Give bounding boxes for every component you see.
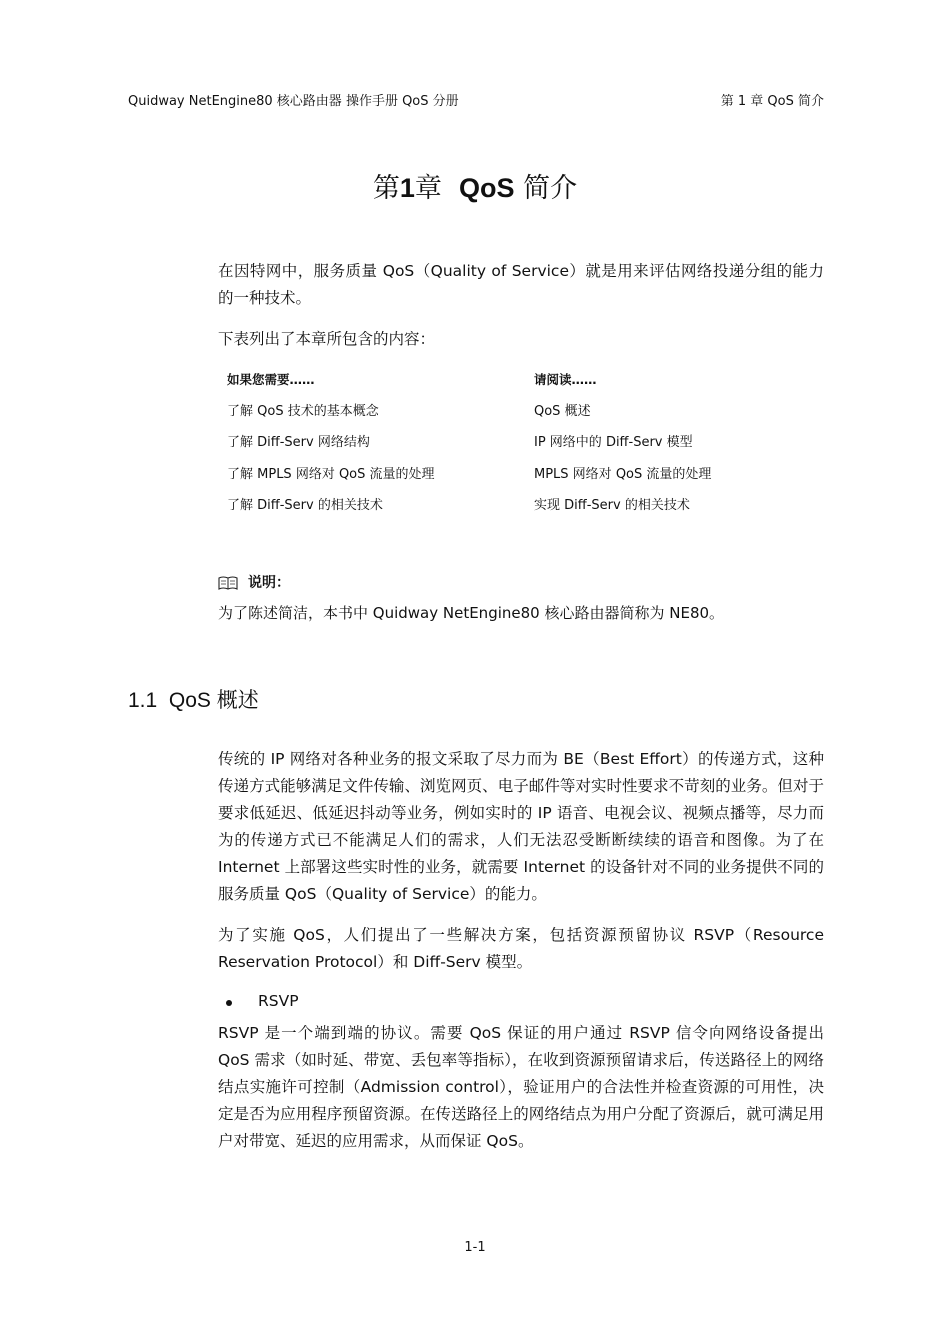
table-cell-read: QoS 概述	[534, 403, 591, 419]
section-heading	[128, 684, 259, 718]
page-number: 1-1	[464, 1240, 486, 1255]
note-heading	[218, 572, 290, 594]
chapter-prefix: 第	[372, 173, 400, 204]
chapter-number: 1	[399, 173, 415, 203]
section-number: 1.1	[128, 689, 158, 712]
table-header-row	[218, 364, 824, 396]
chapter-title-cn: 简介	[523, 173, 578, 204]
table-cell-need: 了解 Diff-Serv 的相关技术	[227, 498, 383, 513]
intro-paragraph-2: 下表列出了本章所包含的内容：	[218, 330, 436, 348]
table-row	[218, 427, 824, 459]
table-cell-read: 实现 Diff-Serv 的相关技术	[534, 498, 690, 513]
book-icon	[218, 576, 238, 591]
contents-table	[218, 364, 824, 522]
chapter-title-qos: QoS	[459, 173, 515, 203]
section-paragraph-1: 传统的 IP 网络对各种业务的报文采取了尽力而为 BE（Best Effort）的传递方式，这种传递方式能够满足文件传输、浏览网页、电子邮件等对实时性要求不苛刻的业务。但对于要求低延迟、低延迟抖动等业务，例如实时的 IP 语音、电视会议、视频点播等，尽力而为的传递方式已不能满足人们的需求，人们无法忍受断断续续的语音和图像。为了在 Internet 上部署这些实时性的业务，就需要 Internet 的设备针对不同的业务提供不同的服务质量 QoS（Quality of Service）的能力。	[218, 750, 824, 903]
running-header-left: Quidway NetEngine80 核心路由器 操作手册 QoS 分册	[128, 94, 459, 109]
section-paragraph-3: RSVP 是一个端到端的协议。需要 QoS 保证的用户通过 RSVP 信令向网络设备提出 QoS 需求（如时延、带宽、丢包率等指标），在收到资源预留请求后，传送路径上的网络结点实施许可控制（Admission control），验证用户的合法性并检查资源的可用性，决定是否为应用程序预留资源。在传送路径上的网络结点为用户分配了资源后，就可满足用户对带宽、延迟的应用需求，从而保证 QoS。	[218, 1024, 824, 1150]
chapter-suffix: 章	[414, 173, 442, 204]
intro-paragraph-1: 在因特网中，服务质量 QoS（Quality of Service）就是用来评估网络投递分组的能力的一种技术。	[218, 262, 824, 307]
table-header-read: 请阅读……	[534, 372, 597, 387]
note-label: 说明：	[248, 575, 290, 591]
table-cell-read: IP 网络中的 Diff-Serv 模型	[534, 435, 693, 450]
table-header-need: 如果您需要……	[227, 372, 315, 387]
chapter-title	[0, 168, 950, 209]
table-cell-need: 了解 Diff-Serv 网络结构	[227, 435, 370, 450]
section-paragraph-2: 为了实施 QoS，人们提出了一些解决方案，包括资源预留协议 RSVP（Resource Reservation Protocol）和 Diff-Serv 模型。	[218, 926, 824, 971]
running-header-right: 第 1 章 QoS 简介	[720, 94, 824, 109]
note-text: 为了陈述简洁，本书中 Quidway NetEngine80 核心路由器简称为 NE80。	[218, 604, 725, 622]
table-cell-read: MPLS 网络对 QoS 流量的处理	[534, 466, 712, 482]
section-title: QoS 概述	[168, 689, 259, 712]
table-row	[218, 490, 824, 522]
bullet-text: RSVP	[258, 992, 299, 1010]
table-cell-need: 了解 MPLS 网络对 QoS 流量的处理	[227, 466, 435, 482]
table-cell-need: 了解 QoS 技术的基本概念	[227, 403, 379, 419]
bullet-dot-icon	[226, 1000, 232, 1006]
table-row	[218, 459, 824, 491]
table-row	[218, 396, 824, 428]
